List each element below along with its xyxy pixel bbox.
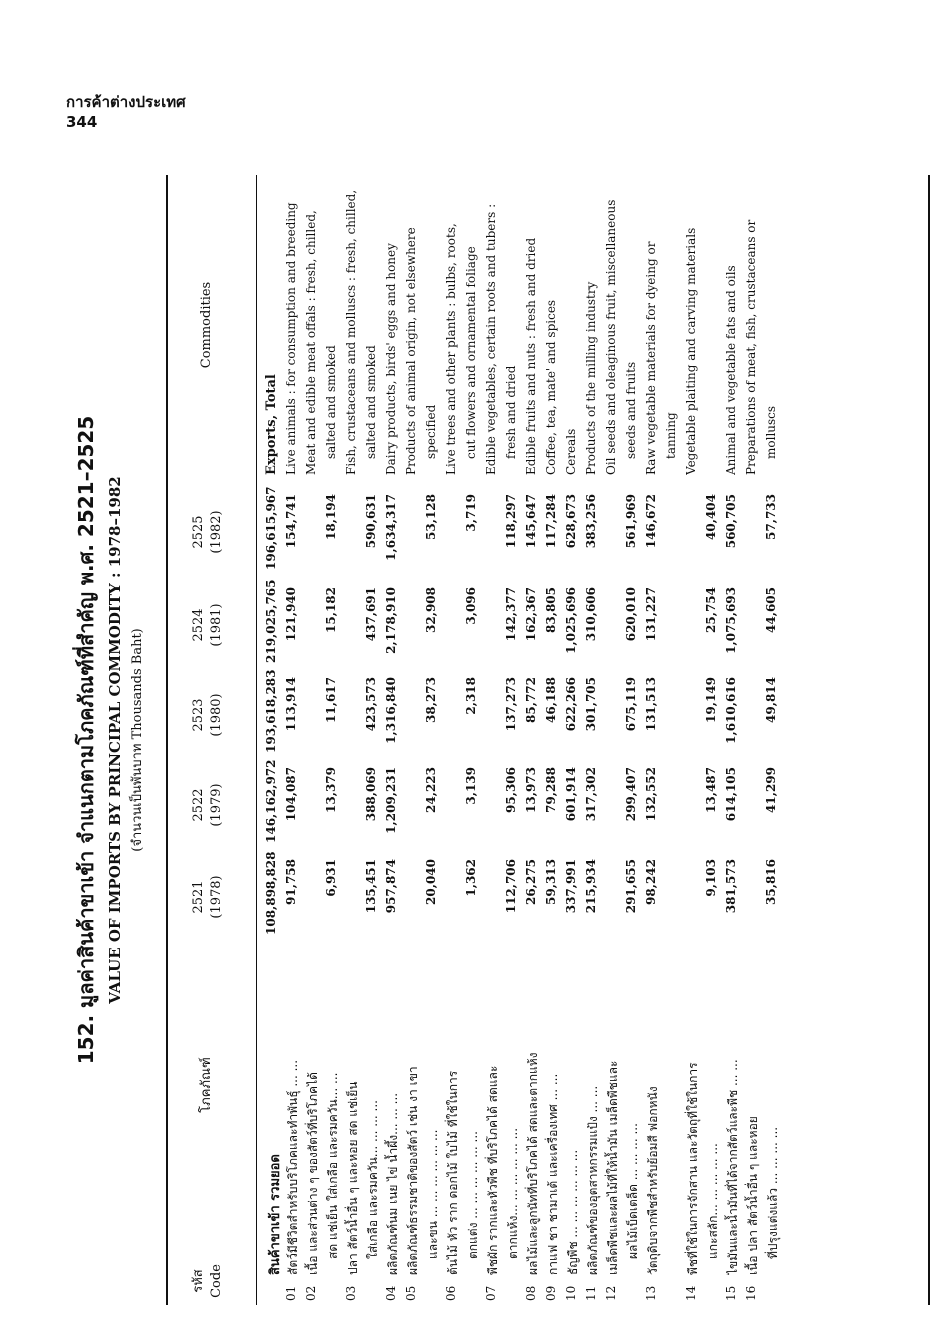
row-value: 11,617	[324, 677, 338, 723]
row-value: 9,103	[704, 859, 718, 897]
row-value: 196,615,967	[264, 486, 278, 570]
row-value: 137,273	[504, 677, 518, 732]
row-value: 91,758	[284, 859, 298, 905]
row-code: 02	[304, 1285, 318, 1301]
row-value: 118,297	[504, 494, 518, 549]
header-year-1979: 2522 (1979)	[191, 783, 224, 827]
row-value: 46,188	[544, 677, 558, 723]
row-code: 15	[724, 1285, 738, 1301]
row-value: 18,194	[324, 494, 338, 540]
row-commodity-en: Meat and edible meat offals : fresh, chilled,	[304, 210, 318, 475]
row-commodity-th: ผลไม้เบ็ดเตล็ด ... ... ... ...	[626, 1123, 640, 1259]
row-commodity-en: fresh and dried	[504, 365, 518, 459]
row-commodity-en: Coffee, tea, mate' and spices	[544, 299, 558, 475]
row-value: 132,552	[644, 767, 658, 822]
row-value: 1,634,317	[384, 494, 398, 561]
header-commodity-th: โภคภัณฑ์	[199, 1057, 214, 1113]
row-code: 10	[564, 1285, 578, 1301]
row-value: 561,969	[624, 494, 638, 549]
row-commodity-en: Edible fruits and nuts : fresh and dried	[524, 237, 538, 475]
row-value: 142,377	[504, 587, 518, 642]
row-commodity-th: ตากแห้ง... ... ... ... ... ...	[506, 1127, 520, 1259]
row-commodity-en: Products of the milling industry	[584, 281, 598, 475]
row-commodity-th: แกะสลัก... ... ... ... ...	[706, 1143, 720, 1259]
row-commodity-th: สินค้าขาเข้า รวมยอด	[268, 1154, 283, 1275]
row-value: 2,178,910	[384, 587, 398, 654]
row-value: 57,733	[764, 494, 778, 540]
row-code: 11	[584, 1285, 598, 1301]
table-row	[544, 175, 564, 1305]
row-commodity-en: specified	[424, 404, 438, 459]
table-row	[324, 175, 344, 1305]
table-row	[704, 175, 724, 1305]
table-row	[304, 175, 324, 1305]
row-value: 15,182	[324, 587, 338, 633]
row-commodity-en: Fish, crustaceans and molluscs : fresh, chilled,	[344, 189, 358, 475]
section-title: การค้าต่างประเทศ	[66, 93, 186, 111]
row-value: 215,934	[584, 859, 598, 914]
header-commodity-en: Commodities	[199, 281, 214, 369]
row-code: 09	[544, 1285, 558, 1301]
rule-top	[166, 175, 168, 1305]
row-commodity-th: ตกแต่ง ... ... ... ... ... ...	[466, 1131, 480, 1259]
row-value: 26,275	[524, 859, 538, 905]
table-row	[344, 175, 364, 1305]
row-value: 32,908	[424, 587, 438, 633]
rotated-table	[70, 175, 930, 1305]
row-value: 131,513	[644, 677, 658, 732]
table-title	[70, 175, 147, 1305]
row-value: 112,706	[504, 859, 518, 914]
row-value: 1,209,231	[384, 767, 398, 834]
row-value: 1,316,840	[384, 677, 398, 744]
row-commodity-en: Dairy products, birds' eggs and honey	[384, 243, 398, 475]
table-row	[764, 175, 784, 1305]
row-value: 20,040	[424, 859, 438, 905]
row-value: 104,087	[284, 767, 298, 822]
row-value: 108,898,828	[264, 851, 278, 935]
table-row	[444, 175, 464, 1305]
row-value: 19,149	[704, 677, 718, 723]
row-value: 44,605	[764, 587, 778, 633]
row-value: 146,162,972	[264, 759, 278, 843]
row-value: 628,673	[564, 494, 578, 549]
row-code: 14	[684, 1285, 698, 1301]
row-value: 13,973	[524, 767, 538, 813]
table-row	[664, 175, 684, 1305]
row-value: 560,705	[724, 494, 738, 549]
row-value: 154,741	[284, 494, 298, 549]
table-row	[604, 175, 624, 1305]
title-unit: (จำนวนเป็นพันบาท Thousands Baht)	[130, 628, 145, 852]
row-value: 35,816	[764, 859, 778, 905]
row-commodity-en: Cereals	[564, 428, 578, 475]
table-row	[524, 175, 544, 1305]
header-year-1981: 2524 (1981)	[191, 603, 224, 647]
row-value: 601,914	[564, 767, 578, 822]
row-commodity-en: Products of animal origin, not elsewhere	[404, 227, 418, 475]
page-header	[66, 92, 186, 132]
row-value: 2,318	[464, 677, 478, 715]
row-commodity-th: พืชผัก รากและหัวพืช ที่บริโภคได้ สดและ	[486, 1065, 500, 1275]
row-value: 98,242	[644, 859, 658, 905]
row-value: 193,618,283	[264, 669, 278, 753]
row-value: 38,273	[424, 677, 438, 723]
row-value: 85,772	[524, 677, 538, 723]
rule-bottom	[928, 175, 930, 1305]
row-value: 299,407	[624, 767, 638, 822]
row-value: 113,914	[284, 677, 298, 732]
table-row	[424, 175, 444, 1305]
row-commodity-en: Live animals : for consumption and breeding	[284, 202, 298, 475]
row-commodity-en: Oil seeds and oleaginous fruit, miscellaneous	[604, 199, 618, 475]
row-commodity-en: cut flowers and ornamental foliage	[464, 246, 478, 459]
row-code: 08	[524, 1285, 538, 1301]
row-commodity-th: ผลิตภัณฑ์ธรรมชาติของสัตว์ เช่น งา เขา	[406, 1066, 420, 1275]
row-commodity-en: Edible vegetables, certain roots and tubers :	[484, 203, 498, 475]
row-commodity-en: salted and smoked	[324, 345, 338, 459]
row-code: 07	[484, 1285, 498, 1301]
table-row	[624, 175, 644, 1305]
row-value: 622,266	[564, 677, 578, 732]
table-row	[584, 175, 604, 1305]
row-value: 79,288	[544, 767, 558, 813]
row-commodity-th: และขน ... ... ... ... ... ...	[426, 1129, 440, 1259]
row-code: 03	[344, 1285, 358, 1301]
row-value: 49,814	[764, 677, 778, 723]
row-value: 291,655	[624, 859, 638, 914]
page-number: 344	[66, 113, 98, 131]
table-row	[564, 175, 584, 1305]
row-value: 620,010	[624, 587, 638, 642]
row-code: 06	[444, 1285, 458, 1301]
row-commodity-en: Preparations of meat, fish, crustaceans or	[744, 219, 758, 475]
row-value: 83,805	[544, 587, 558, 633]
table-row	[464, 175, 484, 1305]
row-value: 423,573	[364, 677, 378, 732]
row-code: 16	[744, 1285, 758, 1301]
row-value: 957,874	[384, 859, 398, 914]
row-value: 146,672	[644, 494, 658, 549]
row-value: 337,991	[564, 859, 578, 914]
header-year-1978: 2521 (1978)	[191, 875, 224, 919]
row-value: 590,631	[364, 494, 378, 549]
row-value: 13,379	[324, 767, 338, 813]
table-row	[364, 175, 384, 1305]
row-commodity-th: ใส่เกลือ และรมควัน... ... ... ...	[366, 1100, 380, 1259]
row-value: 6,931	[324, 859, 338, 897]
row-value: 614,105	[724, 767, 738, 822]
row-code: 12	[604, 1285, 618, 1301]
row-commodity-th: เนื้อ ปลา สัตว์น้ำอื่น ๆ และหอย	[746, 1116, 760, 1275]
table-number: 152.	[74, 1014, 98, 1065]
row-value: 24,223	[424, 767, 438, 813]
row-code: 05	[404, 1285, 418, 1301]
row-code: 04	[384, 1285, 398, 1301]
row-commodity-en: Raw vegetable materials for dyeing or	[644, 241, 658, 475]
row-value: 1,610,616	[724, 677, 738, 744]
rule-header	[256, 175, 257, 1305]
row-value: 1,362	[464, 859, 478, 897]
row-value: 59,313	[544, 859, 558, 905]
row-value: 53,128	[424, 494, 438, 540]
row-value: 317,302	[584, 767, 598, 822]
row-value: 381,573	[724, 859, 738, 914]
table-row	[504, 175, 524, 1305]
table-row	[284, 175, 304, 1305]
row-commodity-th: ไขมันและน้ำมันที่ได้จากสัตว์และพืช ... ...	[726, 1059, 740, 1275]
table-row	[744, 175, 764, 1305]
title-thai: มูลค่าสินค้าขาเข้า จำแนกตามโภคภัณฑ์ที่สำคัญ พ.ศ. 2521–2525	[74, 415, 98, 1008]
table-row	[264, 175, 284, 1305]
row-value: 3,139	[464, 767, 478, 805]
row-value: 437,691	[364, 587, 378, 642]
header-year-1982: 2525 (1982)	[191, 510, 224, 554]
row-commodity-en: Animal and vegetable fats and oils	[724, 265, 738, 475]
row-commodity-th: ปลา สัตว์น้ำอื่น ๆ และหอย สด แช่เย็น	[346, 1081, 360, 1275]
row-commodity-th: เมล็ดพืชและผลไม้ที่ให้น้ำมัน เมล็ดพืชและ	[606, 1060, 620, 1275]
row-value: 135,451	[364, 859, 378, 914]
row-commodity-th: ธัญพืช ... ... ... ... ... ...	[566, 1149, 580, 1275]
row-value: 117,284	[544, 494, 558, 549]
row-commodity-en: seeds and fruits	[624, 361, 638, 459]
row-value: 301,705	[584, 677, 598, 732]
row-commodity-th: ผลไม้และลูกนัทที่บริโภคได้ สดและตากแห้ง	[526, 1052, 540, 1275]
row-commodity-th: ผลิตภัณฑ์นม เนย ไข่ น้ำผึ้ง... ... ...	[386, 1092, 400, 1275]
row-commodity-th: กาแฟ ชา ชามาเต้ และเครื่องเทศ ... ...	[546, 1073, 560, 1275]
row-commodity-th: เนื้อ และส่วนต่าง ๆ ของสัตว์ที่บริโภคได้	[306, 1072, 320, 1275]
row-value: 121,940	[284, 587, 298, 642]
row-value: 310,606	[584, 587, 598, 642]
row-commodity-en: molluscs	[764, 405, 778, 459]
row-value: 95,306	[504, 767, 518, 813]
row-value: 383,256	[584, 494, 598, 549]
row-value: 162,367	[524, 587, 538, 642]
row-commodity-en: Exports, Total	[264, 374, 279, 475]
title-english: VALUE OF IMPORTS BY PRINCIPAL COMMODITY : 1978–1982	[106, 476, 124, 1004]
table-row	[684, 175, 704, 1305]
row-value: 3,719	[464, 494, 478, 532]
row-value: 40,404	[704, 494, 718, 540]
row-value: 675,119	[624, 677, 638, 732]
table-row	[404, 175, 424, 1305]
row-value: 1,075,693	[724, 587, 738, 654]
row-value: 13,487	[704, 767, 718, 813]
row-commodity-th: สด แช่เย็น ใส่เกลือ และรมควัน... ...	[326, 1072, 340, 1259]
table-row	[484, 175, 504, 1305]
row-commodity-th: วัตถุดิบจากพืชสำหรับย้อมสี ฟอกหนัง	[646, 1086, 660, 1275]
row-commodity-en: tanning	[664, 412, 678, 459]
row-value: 131,227	[644, 587, 658, 642]
row-commodity-th: สัตว์มีชีวิตสำหรับบริโภคและทำพันธุ์ ... ...	[286, 1059, 300, 1275]
header-code: รหัส Code	[191, 1264, 224, 1298]
table-body	[264, 175, 784, 1305]
row-commodity-en: Live trees and other plants : bulbs, roots,	[444, 223, 458, 475]
header-year-1980: 2523 (1980)	[191, 693, 224, 737]
row-commodity-th: ต้นไม้ หัว ราก ดอกไม้ ใบไม้ ที่ใช้ในการ	[446, 1070, 460, 1275]
row-value: 145,647	[524, 494, 538, 549]
row-code: 01	[284, 1285, 298, 1301]
row-value: 1,025,696	[564, 587, 578, 654]
row-value: 25,754	[704, 587, 718, 633]
row-value: 219,025,765	[264, 579, 278, 663]
row-commodity-th: ผลิตภัณฑ์ของอุตสาหกรรมแป้ง ... ...	[586, 1085, 600, 1275]
row-commodity-en: Vegetable plaiting and carving materials	[684, 227, 698, 475]
row-commodity-en: salted and smoked	[364, 345, 378, 459]
row-value: 3,096	[464, 587, 478, 625]
row-value: 41,299	[764, 767, 778, 813]
table-row	[724, 175, 744, 1305]
table-row	[384, 175, 404, 1305]
table-row	[644, 175, 664, 1305]
row-commodity-th: ที่ปรุงแต่งแล้ว ... ... ... ...	[766, 1126, 780, 1259]
row-value: 388,069	[364, 767, 378, 822]
row-commodity-th: พืชที่ใช้ในการจักสาน และวัตถุที่ใช้ในการ	[686, 1062, 700, 1275]
row-code: 13	[644, 1285, 658, 1301]
